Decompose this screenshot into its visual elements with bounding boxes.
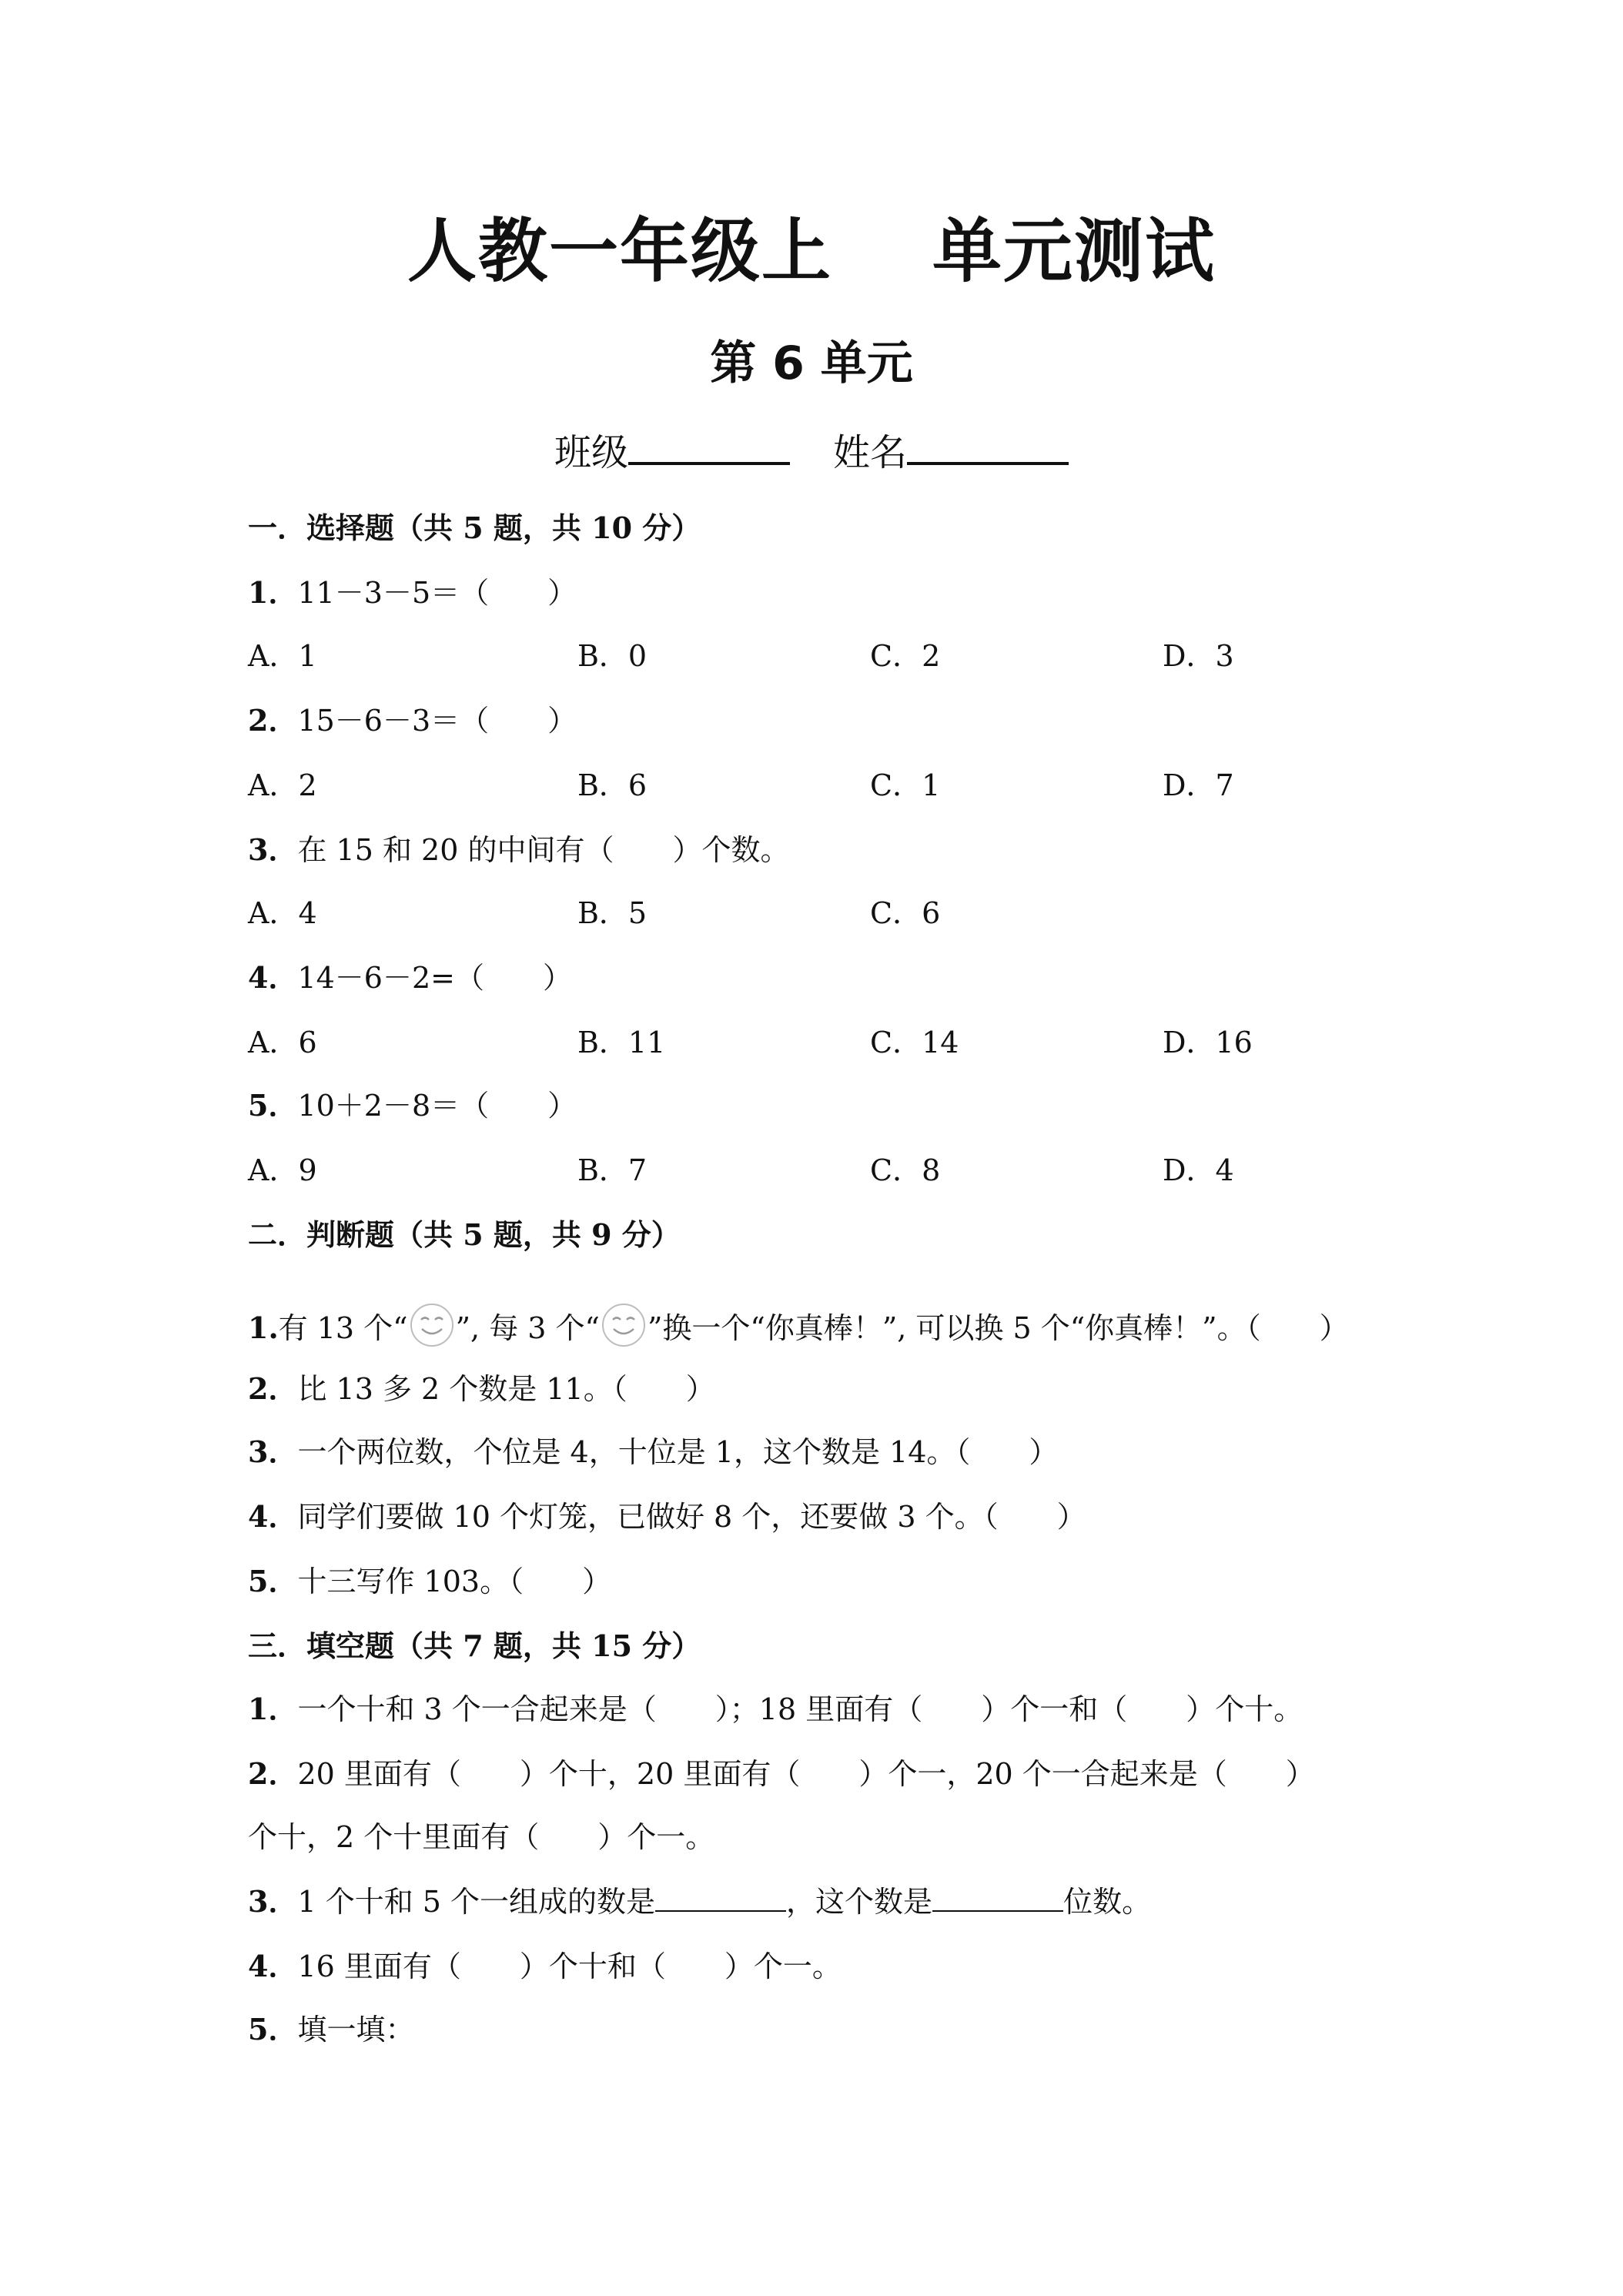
s1-question-3: 3．在 15 和 20 的中间有（ ）个数。 xyxy=(248,832,790,867)
s1-q2-option-b[interactable]: B．6 xyxy=(577,768,648,802)
s2-question-2: 2．比 13 多 2 个数是 11。（ ） xyxy=(248,1371,715,1406)
section2-heading: 二．判断题（共 5 题，共 9 分） xyxy=(248,1217,681,1252)
s3-question-5: 5．填一填： xyxy=(248,2012,415,2047)
s1-question-5: 5．10＋2－8＝（ ） xyxy=(248,1088,577,1123)
title-right: 单元测试 xyxy=(932,211,1216,292)
smiley-face-icon xyxy=(408,1301,456,1349)
section3-heading: 三．填空题（共 7 题，共 15 分） xyxy=(248,1628,701,1663)
s3-question-3: 3．1 个十和 5 个一组成的数是 ，这个数是 位数。 xyxy=(248,1884,1152,1919)
s1-question-4: 4．14－6－2=（ ） xyxy=(248,960,573,995)
s1-q3-option-a[interactable]: A．4 xyxy=(248,896,317,930)
s1-q3-option-c[interactable]: C．6 xyxy=(870,896,941,930)
s1-q5-option-a[interactable]: A．9 xyxy=(248,1153,317,1187)
smiley-face-icon xyxy=(600,1301,648,1349)
student-info-line xyxy=(0,422,1623,480)
section1-heading: 一．选择题（共 5 题，共 10 分） xyxy=(248,510,701,545)
s1-q1-option-d[interactable]: D．3 xyxy=(1163,639,1234,673)
s1-q5-option-b[interactable]: B．7 xyxy=(577,1153,648,1187)
s2-question-1: 1.有 13 个“ ”, 每 3 个“ ”换一个“你真棒！”, 可以换 5 个“你真棒！”。（ ） xyxy=(248,1301,1349,1351)
s2-question-4: 4．同学们要做 10 个灯笼，已做好 8 个，还要做 3 个。（ ） xyxy=(248,1499,1086,1534)
s1-q4-option-c[interactable]: C．14 xyxy=(870,1026,959,1059)
fill-blank[interactable] xyxy=(655,1883,786,1912)
s1-question-2: 2．15－6－3＝（ ） xyxy=(248,703,577,738)
s1-q1-option-a[interactable]: A．1 xyxy=(248,639,317,673)
fill-blank[interactable] xyxy=(932,1883,1063,1912)
s2-question-5: 5．十三写作 103。（ ） xyxy=(248,1564,612,1598)
s1-q4-option-b[interactable]: B．11 xyxy=(577,1026,666,1059)
name-blank[interactable] xyxy=(907,422,1069,465)
page-title xyxy=(0,209,1623,294)
s1-q3-option-b[interactable]: B．5 xyxy=(577,896,648,930)
unit-subtitle: 第 6 单元 xyxy=(710,336,913,390)
s2-question-3: 3．一个两位数，个位是 4，十位是 1，这个数是 14。（ ） xyxy=(248,1434,1059,1469)
name-label: 姓名 xyxy=(833,431,908,474)
s1-q2-option-c[interactable]: C．1 xyxy=(870,768,941,802)
s1-q5-option-c[interactable]: C．8 xyxy=(870,1153,941,1187)
s1-q1-option-c[interactable]: C．2 xyxy=(870,639,941,673)
s1-q4-option-d[interactable]: D．16 xyxy=(1163,1026,1253,1059)
s3-question-4: 4．16 里面有（ ）个十和（ ）个一。 xyxy=(248,1949,842,1983)
s1-question-1: 1．11－3－5＝（ ） xyxy=(248,575,577,610)
s1-q2-option-a[interactable]: A．2 xyxy=(248,768,317,802)
s3-question-2-line2: 个十，2 个十里面有（ ）个一。 xyxy=(248,1820,715,1854)
s3-question-1: 1．一个十和 3 个一合起来是（ ）；18 里面有（ ）个一和（ ）个十。 xyxy=(248,1692,1303,1726)
s1-q5-option-d[interactable]: D．4 xyxy=(1163,1153,1234,1187)
s1-q2-option-d[interactable]: D．7 xyxy=(1163,768,1234,802)
class-label: 班级 xyxy=(554,431,628,474)
s1-q1-option-b[interactable]: B．0 xyxy=(577,639,648,673)
class-blank[interactable] xyxy=(628,422,790,465)
s1-q4-option-a[interactable]: A．6 xyxy=(248,1026,317,1059)
title-left: 人教一年级上 xyxy=(407,211,832,292)
s3-question-2-line1: 2．20 里面有（ ）个十，20 里面有（ ）个一，20 个一合起来是（ ） xyxy=(248,1756,1315,1791)
